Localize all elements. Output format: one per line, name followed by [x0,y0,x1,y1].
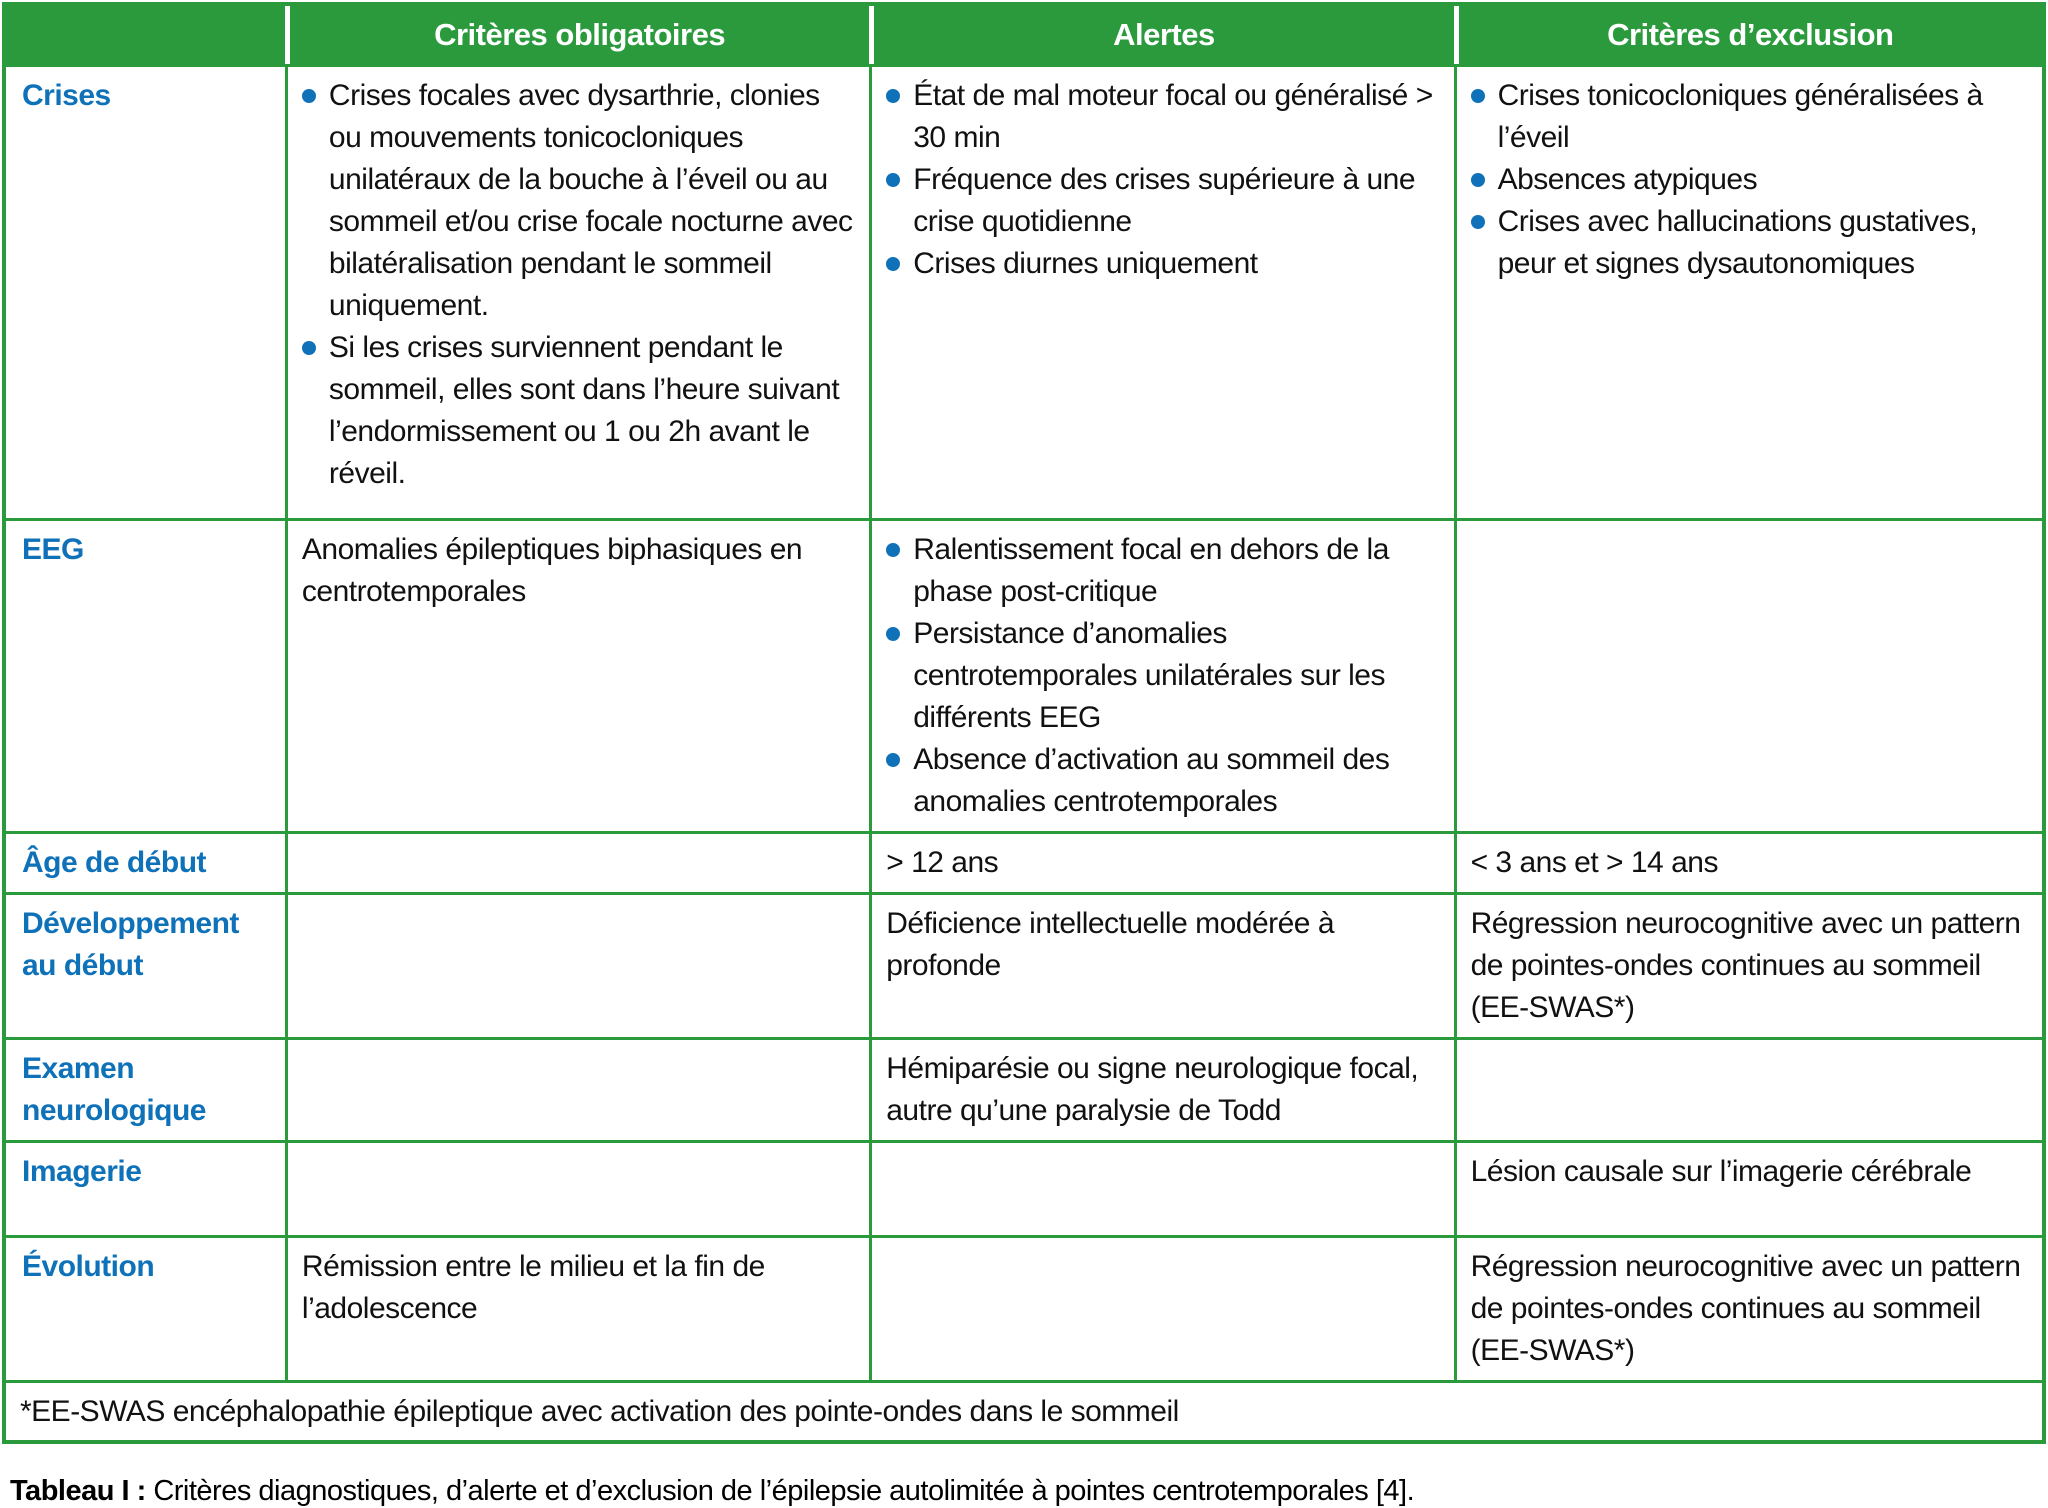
bullet-item [302,75,857,327]
criteria-cell [1454,892,2042,1037]
criteria-cell [1454,1235,2042,1380]
criteria-cell [285,64,869,518]
bullet-item [886,75,1441,159]
criteria-cell [285,518,869,831]
bullet-icon [886,627,900,641]
bullet-item [302,327,857,495]
bullet-icon [886,89,900,103]
header-cell-alertes: Alertes [869,6,1453,64]
bullet-icon [302,341,316,355]
criteria-cell [869,518,1453,831]
table-row [6,518,2042,831]
bullet-text: Persistance d’anomalies centrotemporales unilatérales sur les différents EEG [913,617,1385,734]
row-label: Âge de début [6,831,285,892]
bullet-text: Crises avec hallucinations gustatives, peur et signes dysautonomiques [1497,205,1978,280]
bullet-icon [886,543,900,557]
table-row [6,831,2042,892]
bullet-icon [886,753,900,767]
criteria-table [2,2,2046,1444]
criteria-cell [869,1140,1453,1235]
header-cell-exclusion: Critères d’exclusion [1454,6,2042,64]
row-label: Évolution [6,1235,285,1380]
bullet-item [886,159,1441,243]
cell-text: Déficience intellectuelle modérée à profonde [886,907,1335,982]
header-cell-empty [6,6,285,64]
bullet-item [1471,159,2030,201]
criteria-cell [1454,1140,2042,1235]
footnote-text: *EE-SWAS encéphalopathie épileptique avec activation des pointe-ondes dans le sommeil [20,1395,1179,1428]
bullet-item [886,243,1441,285]
bullet-icon [1471,89,1485,103]
bullet-list [886,75,1441,285]
criteria-cell [1454,1037,2042,1140]
caption-text: Critères diagnostiques, d’alerte et d’exclusion de l’épilepsie autolimitée à pointes centrotemporales [4]. [153,1475,1415,1507]
criteria-cell [1454,518,2042,831]
bullet-text: Crises tonicocloniques généralisées à l’éveil [1497,79,1983,154]
criteria-cell [285,1235,869,1380]
bullet-item [886,613,1441,739]
criteria-cell [285,1037,869,1140]
bullet-text: Fréquence des crises supérieure à une crise quotidienne [913,163,1416,238]
row-label: Imagerie [6,1140,285,1235]
bullet-list [1471,75,2030,285]
criteria-cell [869,892,1453,1037]
criteria-cell [869,1235,1453,1380]
criteria-cell [285,1140,869,1235]
criteria-cell [1454,64,2042,518]
caption-label: Tableau I : [10,1475,146,1507]
table-row [6,64,2042,518]
bullet-item [886,739,1441,823]
row-label: Développement au début [6,892,285,1037]
criteria-cell [869,1037,1453,1140]
bullet-text: Crises diurnes uniquement [913,247,1258,280]
table-row [6,1037,2042,1140]
criteria-cell [869,831,1453,892]
header-row [6,6,2042,64]
cell-text: Régression neurocognitive avec un pattern de pointes-ondes continues au sommeil (EE-SWAS*) [1470,1250,2021,1367]
bullet-text: Crises focales avec dysarthrie, clonies ou mouvements tonicocloniques unilatéraux de la bouche à l’éveil ou au sommeil et/ou crise focale nocturne avec bilatéralisation pendant le sommeil uniquement. [328,79,853,322]
cell-text: < 3 ans et > 14 ans [1470,846,1718,879]
row-label: EEG [6,518,285,831]
footnote-row [6,1380,2042,1440]
cell-text: Anomalies épileptiques biphasiques en centrotemporales [301,533,803,608]
bullet-icon [1471,215,1485,229]
header-cell-obligatoires: Critères obligatoires [285,6,869,64]
table-caption [10,1474,2046,1508]
bullet-item [886,529,1441,613]
cell-text: Régression neurocognitive avec un pattern de pointes-ondes continues au sommeil (EE-SWAS*) [1470,907,2021,1024]
footnote-cell [6,1380,2042,1440]
bullet-item [1471,201,2030,285]
row-label: Crises [6,64,285,518]
bullet-list [302,75,857,495]
bullet-text: Si les crises surviennent pendant le sommeil, elles sont dans l’heure suivant l’endormissement ou 1 ou 2h avant le réveil. [328,331,840,490]
bullet-text: Absence d’activation au sommeil des anomalies centrotemporales [913,743,1390,818]
criteria-cell [869,64,1453,518]
row-label: Examen neurologique [6,1037,285,1140]
bullet-icon [886,257,900,271]
cell-text: Lésion causale sur l’imagerie cérébrale [1470,1155,1972,1188]
bullet-text: Absences atypiques [1497,163,1758,196]
bullet-list [886,529,1441,823]
criteria-cell [285,892,869,1037]
cell-text: > 12 ans [886,846,999,879]
bullet-icon [302,89,316,103]
cell-text: Rémission entre le milieu et la fin de l’adolescence [301,1250,765,1325]
cell-text: Hémiparésie ou signe neurologique focal, autre qu’une paralysie de Todd [886,1052,1419,1127]
table-row [6,1235,2042,1380]
bullet-item [1471,75,2030,159]
bullet-text: État de mal moteur focal ou généralisé > 30 min [913,79,1433,154]
table-row [6,1140,2042,1235]
table-row [6,892,2042,1037]
bullet-icon [1471,173,1485,187]
bullet-text: Ralentissement focal en dehors de la phase post-critique [913,533,1389,608]
bullet-icon [886,173,900,187]
criteria-cell [285,831,869,892]
criteria-cell [1454,831,2042,892]
